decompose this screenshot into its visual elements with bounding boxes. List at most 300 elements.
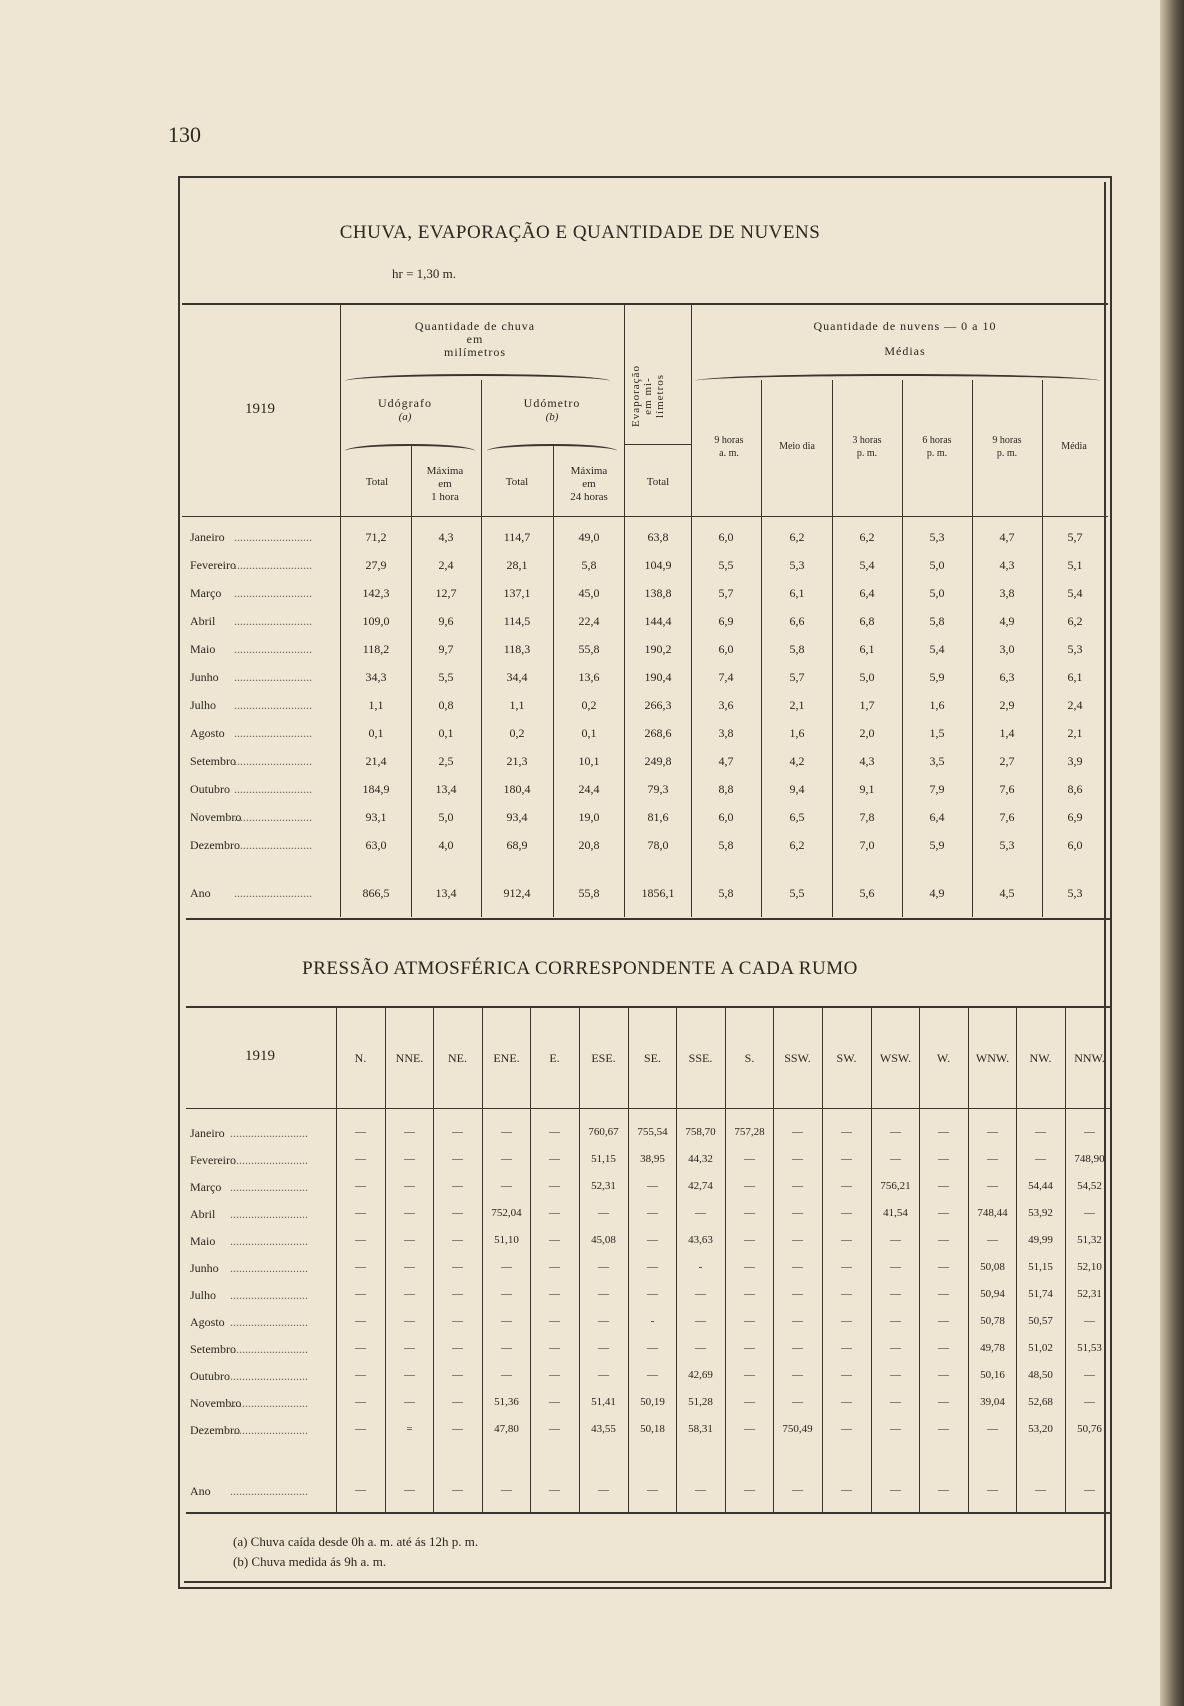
table2-cell: — — [744, 1369, 755, 1381]
table2-row-label: Fevereiro — [190, 1153, 236, 1167]
table2-cell: — — [987, 1234, 998, 1246]
table2-cell: — — [404, 1484, 415, 1496]
table2-cell: — — [987, 1153, 998, 1165]
table2-cell: — — [549, 1423, 560, 1435]
table2-cell: — — [792, 1342, 803, 1354]
table2-cell: 51,28 — [688, 1396, 713, 1408]
table2-cell: — — [647, 1207, 658, 1219]
table1-cell: 1,6 — [929, 698, 945, 712]
table2-cell: — — [1084, 1315, 1095, 1327]
table1-cell: 268,6 — [644, 726, 672, 740]
table2-cell: — — [792, 1315, 803, 1327]
table1-cell: 7,0 — [859, 838, 875, 852]
table1-cell: 3,9 — [1067, 754, 1083, 768]
table2-cell: — — [355, 1261, 366, 1273]
table1-cell: 0,8 — [438, 698, 454, 712]
table2-row-label: Dezembro — [190, 1423, 240, 1437]
table1-cell: 28,1 — [506, 558, 528, 572]
table2-cell: 58,31 — [688, 1423, 713, 1435]
table2-cell: — — [744, 1180, 755, 1192]
table2-cell: 50,76 — [1077, 1423, 1102, 1435]
table2-cell: 43,63 — [688, 1234, 713, 1246]
table2-cell: — — [890, 1126, 901, 1138]
table1-cell: 68,9 — [506, 838, 528, 852]
table2-cell: 38,95 — [640, 1153, 665, 1165]
table2-row-label: Maio — [190, 1234, 216, 1248]
leader-dots: .......................... — [234, 586, 312, 600]
table1-cell: 5,8 — [929, 614, 945, 628]
table2-cell: — — [598, 1288, 609, 1300]
table1-cell: 3,8 — [999, 586, 1015, 600]
table2-cell: — — [501, 1261, 512, 1273]
table2-cell: — — [841, 1342, 852, 1354]
table2-cell: — — [987, 1484, 998, 1496]
table1-cell: 180,4 — [503, 782, 531, 796]
table1-cell: 0,2 — [509, 726, 525, 740]
table1-cell: 912,4 — [503, 886, 531, 900]
table2-cell: — — [890, 1288, 901, 1300]
table2-cell: — — [938, 1207, 949, 1219]
table2-row-label: Novembro — [190, 1396, 242, 1410]
table2-cell: — — [695, 1484, 706, 1496]
table2-cell: — — [695, 1207, 706, 1219]
table2-cell: 54,52 — [1077, 1180, 1102, 1192]
table2-cell: — — [452, 1315, 463, 1327]
table1-cell: 5,3 — [789, 558, 805, 572]
table1-cell: 3,5 — [929, 754, 945, 768]
table2-col-header: WSW. — [879, 1051, 912, 1065]
table2-cell: — — [647, 1484, 658, 1496]
table2-row-label: Março — [190, 1180, 222, 1194]
table2-cell: — — [938, 1180, 949, 1192]
table1-cell: 63,8 — [647, 530, 669, 544]
table2-cell: — — [938, 1315, 949, 1327]
table2-cell: — — [890, 1315, 901, 1327]
leader-dots: .......................... — [234, 754, 312, 768]
table2-cell: 50,57 — [1028, 1315, 1053, 1327]
table1-cell: 114,7 — [503, 530, 531, 544]
table2-cell: 45,08 — [591, 1234, 616, 1246]
table1-cell: 118,2 — [362, 642, 390, 656]
table2-cell: — — [841, 1484, 852, 1496]
table1-title: CHUVA, EVAPORAÇÃO E QUANTIDADE DE NUVENS — [339, 222, 821, 243]
table1-cell: 6,2 — [789, 838, 805, 852]
table2-col-header: SW. — [836, 1051, 857, 1065]
leader-dots: .......................... — [230, 1180, 308, 1194]
table2-cell: — — [404, 1288, 415, 1300]
table1-row-label: Abril — [190, 614, 216, 628]
table1-cell: 5,8 — [718, 886, 734, 900]
table2-cell: 50,94 — [980, 1288, 1005, 1300]
table1-cell: 27,9 — [365, 558, 387, 572]
table2-cell: — — [549, 1234, 560, 1246]
leader-dots: .......................... — [234, 698, 312, 712]
table2-cell: — — [1035, 1484, 1046, 1496]
table1-cell: 0,1 — [368, 726, 384, 740]
table2-cell: 42,69 — [688, 1369, 713, 1381]
table1-cell: 3,6 — [718, 698, 734, 712]
table2-cell: 50,78 — [980, 1315, 1005, 1327]
cloud-col-9am: 9 horas a. m. — [714, 435, 744, 459]
table1-cell: 21,4 — [365, 754, 387, 768]
table1-cell: 49,0 — [578, 530, 600, 544]
table2-year: 1919 — [245, 1048, 275, 1064]
table2-cell: — — [501, 1153, 512, 1165]
leader-dots: .......................... — [234, 614, 312, 628]
table2-cell: — — [404, 1369, 415, 1381]
udometro-header: Udómetro — [523, 396, 581, 410]
table2-cell: — — [501, 1342, 512, 1354]
table2-cell: — — [549, 1484, 560, 1496]
table2-cell: — — [452, 1423, 463, 1435]
table1-cell: 266,3 — [644, 698, 672, 712]
table2-cell: — — [452, 1396, 463, 1408]
table2-cell: 52,10 — [1077, 1261, 1102, 1273]
leader-dots: .......................... — [234, 886, 312, 900]
table2-cell: 49,78 — [980, 1342, 1005, 1354]
table1-cell: 9,4 — [789, 782, 805, 796]
table2-cell: — — [744, 1484, 755, 1496]
table1-cell: 109,0 — [362, 614, 390, 628]
table1-cell: 55,8 — [578, 886, 600, 900]
table2-col-header: SSW. — [784, 1051, 811, 1065]
leader-dots: .......................... — [230, 1342, 308, 1356]
table2-cell: — — [890, 1484, 901, 1496]
table2-cell: — — [404, 1153, 415, 1165]
table1-cell: 4,0 — [438, 838, 454, 852]
table1-cell: 2,4 — [438, 558, 454, 572]
table2-col-header: ENE. — [493, 1051, 520, 1065]
table1-cell: 5,3 — [1067, 886, 1083, 900]
table2-col-header: SE. — [643, 1051, 661, 1065]
cloud-col-3pm: 3 horas p. m. — [852, 435, 882, 459]
table1-cell: 6,2 — [789, 530, 805, 544]
cloud-col-6pm: 6 horas p. m. — [922, 435, 952, 459]
table1-cell: 5,7 — [718, 586, 734, 600]
table1-cell: 7,9 — [929, 782, 945, 796]
table1-cell: 4,3 — [999, 558, 1015, 572]
table1-cell: 7,4 — [718, 670, 734, 684]
table2-cell: — — [1084, 1369, 1095, 1381]
table1-cell: 5,0 — [859, 670, 875, 684]
table2-cell: 748,90 — [1074, 1153, 1105, 1165]
table2-cell: — — [452, 1288, 463, 1300]
table2-cell: — — [452, 1207, 463, 1219]
table2-cell: — — [404, 1315, 415, 1327]
table1-row-label: Janeiro — [190, 530, 225, 544]
col-evap-total: Total — [646, 476, 670, 488]
table2-cell: — — [452, 1342, 463, 1354]
table1-cell: 93,1 — [365, 810, 387, 824]
table1-row-label: Junho — [190, 670, 219, 684]
table1-cell: 6,9 — [1067, 810, 1083, 824]
table2-col-header: NNW. — [1074, 1051, 1105, 1065]
leader-dots: .......................... — [234, 642, 312, 656]
table1-cell: 4,9 — [929, 886, 945, 900]
table2-cell: 752,04 — [491, 1207, 522, 1219]
table2-cell: — — [744, 1153, 755, 1165]
table2-cell: 51,32 — [1077, 1234, 1102, 1246]
table1-cell: 8,6 — [1067, 782, 1083, 796]
table2-cell: — — [744, 1234, 755, 1246]
table2-cell: — — [549, 1342, 560, 1354]
table1-cell: 6,4 — [859, 586, 875, 600]
table2-cell: — — [598, 1261, 609, 1273]
table2-cell: — — [404, 1180, 415, 1192]
table1-cell: 79,3 — [647, 782, 669, 796]
table1-cell: 63,0 — [365, 838, 387, 852]
table2-cell: — — [695, 1315, 706, 1327]
table2-cell: 50,18 — [640, 1423, 665, 1435]
table2-cell: — — [501, 1288, 512, 1300]
table2-cell: — — [938, 1423, 949, 1435]
table1-cell: 21,3 — [506, 754, 528, 768]
table2-cell: — — [841, 1423, 852, 1435]
table1-cell: 1,1 — [368, 698, 384, 712]
table2-cell: — — [792, 1261, 803, 1273]
table1-cell: 6,0 — [718, 642, 734, 656]
table1-cell: 184,9 — [362, 782, 390, 796]
footnotes — [233, 1532, 478, 1572]
table1-cell: 5,9 — [929, 838, 945, 852]
col-udografo-total: Total — [365, 476, 389, 488]
table1-cell: 866,5 — [362, 886, 390, 900]
table2-cell: — — [452, 1126, 463, 1138]
table2-col-header: E. — [549, 1051, 560, 1065]
table2-cell: — — [744, 1342, 755, 1354]
table2-cell: — — [792, 1234, 803, 1246]
table1-cell: 6,9 — [718, 614, 734, 628]
table2-cell: — — [501, 1315, 512, 1327]
table1-row-label: Setembro — [190, 754, 236, 768]
table1-cell: 6,3 — [999, 670, 1015, 684]
table2-cell: 750,49 — [782, 1423, 813, 1435]
col-udografo-max1h: Máxima em 1 hora — [426, 465, 464, 503]
table2-cell: 51,74 — [1028, 1288, 1053, 1300]
table2-cell: — — [647, 1180, 658, 1192]
table2-cell: — — [792, 1484, 803, 1496]
table1-cell: 5,7 — [1067, 530, 1083, 544]
table2-cell: — — [452, 1180, 463, 1192]
leader-dots: .......................... — [230, 1234, 308, 1248]
table2-cell: — — [938, 1484, 949, 1496]
leader-dots: .......................... — [230, 1484, 308, 1498]
col-udometro-total: Total — [505, 476, 529, 488]
table1-cell: 71,2 — [365, 530, 387, 544]
leader-dots: .......................... — [234, 530, 312, 544]
table2-cell: - — [698, 1261, 703, 1273]
table1-cell: 2,5 — [438, 754, 454, 768]
table2-cell: — — [404, 1126, 415, 1138]
table2-cell: 51,36 — [494, 1396, 519, 1408]
table2-cell: — — [598, 1484, 609, 1496]
book-spine — [1160, 0, 1184, 1706]
table2-row-label: Agosto — [190, 1315, 225, 1329]
table1-cell: 9,1 — [859, 782, 875, 796]
table1-cell: 5,0 — [438, 810, 454, 824]
table2-cell: — — [987, 1180, 998, 1192]
table2-cell: — — [647, 1369, 658, 1381]
table2-cell: — — [841, 1261, 852, 1273]
table2-cell: — — [841, 1315, 852, 1327]
table1-cell: 5,8 — [581, 558, 597, 572]
table2-cell: — — [890, 1342, 901, 1354]
table1-cell: 0,1 — [438, 726, 454, 740]
leader-dots: .......................... — [230, 1153, 308, 1167]
table2-cell: — — [355, 1342, 366, 1354]
table1-cell: 24,4 — [578, 782, 600, 796]
leader-dots: .......................... — [234, 558, 312, 572]
table2-cell: — — [355, 1288, 366, 1300]
table2-cell: — — [987, 1423, 998, 1435]
udografo-note: (a) — [398, 411, 412, 423]
table1-cell: 45,0 — [578, 586, 600, 600]
table2-cell: — — [501, 1126, 512, 1138]
table2-cell: — — [355, 1484, 366, 1496]
table2-cell: — — [598, 1369, 609, 1381]
table1-cell: 114,5 — [503, 614, 531, 628]
table1-cell: 81,6 — [647, 810, 669, 824]
table2-cell: — — [1084, 1484, 1095, 1496]
table1-cell: 5,3 — [1067, 642, 1083, 656]
table1-cell: 5,5 — [789, 886, 805, 900]
table1-row-label: Março — [190, 586, 222, 600]
table1-cell: 6,1 — [859, 642, 875, 656]
table1-cell: 2,0 — [859, 726, 875, 740]
table2-cell: — — [792, 1288, 803, 1300]
table1-cell: 6,0 — [1067, 838, 1083, 852]
table2-cell: — — [404, 1207, 415, 1219]
table2-cell: — — [355, 1315, 366, 1327]
evaporation-header: Evaporação em mi- límetros — [630, 365, 666, 427]
leader-dots: .......................... — [234, 670, 312, 684]
table2-cell: — — [549, 1126, 560, 1138]
table2-row-label: Janeiro — [190, 1126, 225, 1140]
table2-cell: — — [549, 1153, 560, 1165]
table2-cell: — — [744, 1423, 755, 1435]
table2-cell: 51,53 — [1077, 1342, 1102, 1354]
table1-cell: 5,0 — [929, 586, 945, 600]
table2-cell: = — [406, 1423, 413, 1435]
table2-cell: — — [841, 1207, 852, 1219]
table2-cell: 54,44 — [1028, 1180, 1053, 1192]
table2-cell: — — [938, 1126, 949, 1138]
table1-cell: 5,9 — [929, 670, 945, 684]
leader-dots: .......................... — [230, 1369, 308, 1383]
table2-cell: 51,02 — [1028, 1342, 1053, 1354]
table1-cell: 13,6 — [578, 670, 600, 684]
table1-cell: 5,6 — [859, 886, 875, 900]
leader-dots: .......................... — [230, 1396, 308, 1410]
table1-row-label: Dezembro — [190, 838, 240, 852]
table2-cell: — — [452, 1369, 463, 1381]
table1-cell: 13,4 — [435, 782, 457, 796]
table1-cell: 4,3 — [859, 754, 875, 768]
leader-dots: .......................... — [230, 1315, 308, 1329]
table2-cell: 42,74 — [688, 1180, 713, 1192]
table2-cell: — — [841, 1369, 852, 1381]
table2-cell: 51,41 — [591, 1396, 616, 1408]
table1-cell: 144,4 — [644, 614, 672, 628]
table1-row-label: Ano — [190, 886, 211, 900]
table1-cell: 7,8 — [859, 810, 875, 824]
table1-subtitle: hr = 1,30 m. — [392, 266, 457, 281]
leader-dots: .......................... — [230, 1288, 308, 1302]
table2-cell: — — [841, 1288, 852, 1300]
table1-cell: 1,7 — [859, 698, 875, 712]
table2-cell: — — [355, 1180, 366, 1192]
table1-cell: 6,6 — [789, 614, 805, 628]
table1-cell: 118,3 — [503, 642, 531, 656]
table2-cell: — — [355, 1423, 366, 1435]
table1-cell: 142,3 — [362, 586, 390, 600]
table2-cell: — — [355, 1207, 366, 1219]
table2-cell: — — [890, 1234, 901, 1246]
table2-row-label: Outubro — [190, 1369, 230, 1383]
table2-cell: 47,80 — [494, 1423, 519, 1435]
table1-cell: 20,8 — [578, 838, 600, 852]
table1-cell: 5,7 — [789, 670, 805, 684]
table2-cell: — — [792, 1153, 803, 1165]
table2-col-header: N. — [354, 1051, 367, 1065]
table2-cell: 44,32 — [688, 1153, 713, 1165]
table2-cell: — — [890, 1153, 901, 1165]
table2-cell: — — [744, 1315, 755, 1327]
table2-cell: — — [355, 1153, 366, 1165]
table2-cell: — — [647, 1288, 658, 1300]
table2-cell: — — [549, 1369, 560, 1381]
table1-cell: 6,2 — [1067, 614, 1083, 628]
table2-col-header: NNE. — [395, 1051, 424, 1065]
table2-cell: — — [355, 1396, 366, 1408]
table2-cell: — — [355, 1234, 366, 1246]
table1-cell: 9,6 — [438, 614, 454, 628]
table2-cell: — — [355, 1369, 366, 1381]
table2-cell: 39,04 — [980, 1396, 1005, 1408]
table2-cell: 52,68 — [1028, 1396, 1053, 1408]
table1-cell: 5,3 — [929, 530, 945, 544]
table1-row-label: Outubro — [190, 782, 230, 796]
table2-cell: 50,08 — [980, 1261, 1005, 1273]
table1-cell: 1,4 — [999, 726, 1015, 740]
table1-cell: 0,1 — [581, 726, 597, 740]
table1-cell: 12,7 — [435, 586, 457, 600]
table2-cell: — — [890, 1396, 901, 1408]
table1-cell: 8,8 — [718, 782, 734, 796]
table2-cell: — — [549, 1396, 560, 1408]
table2-col-header: SSE. — [688, 1051, 713, 1065]
table2-cell: 50,19 — [640, 1396, 665, 1408]
table2-cell: 52,31 — [591, 1180, 616, 1192]
table1-cell: 4,7 — [718, 754, 734, 768]
table2-cell: — — [890, 1261, 901, 1273]
leader-dots: .......................... — [234, 726, 312, 740]
udografo-header: Udógrafo — [378, 396, 432, 410]
footnote-a: (a) Chuva caída desde 0h a. m. até ás 12h p. m. — [233, 1534, 479, 1549]
table1-cell: 5,4 — [859, 558, 875, 572]
cloud-col-9pm: 9 horas p. m. — [992, 435, 1022, 459]
table1-cell: 4,9 — [999, 614, 1015, 628]
table2-cell: — — [744, 1396, 755, 1408]
table1-cell: 104,9 — [644, 558, 672, 572]
rain-group-header: Quantidade de chuva em milímetros — [414, 319, 536, 359]
table2-cell: — — [938, 1369, 949, 1381]
table1-cell: 34,3 — [365, 670, 387, 684]
table1-row-label: Agosto — [190, 726, 225, 740]
table1-cell: 138,8 — [644, 586, 672, 600]
table1-cell: 7,6 — [999, 782, 1015, 796]
table2-cell: 756,21 — [880, 1180, 911, 1192]
